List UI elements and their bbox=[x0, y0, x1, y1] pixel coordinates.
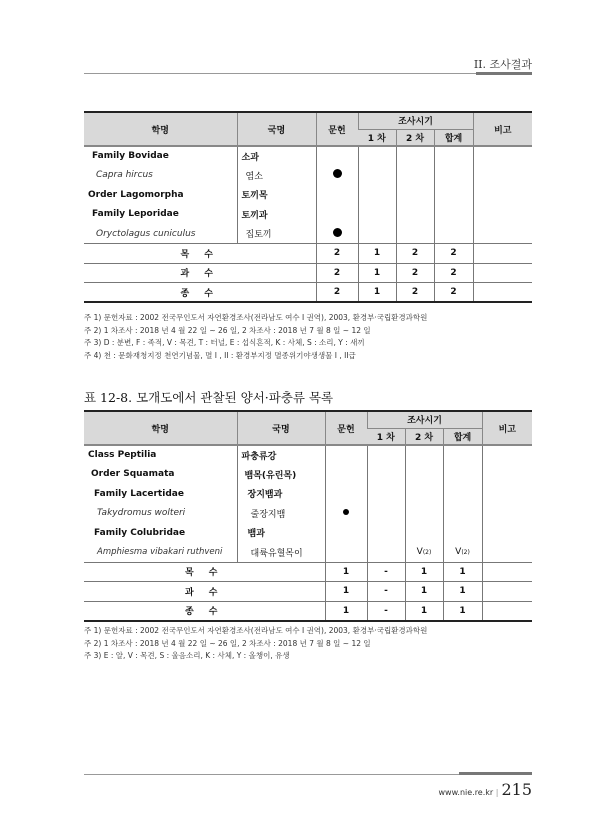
summary-row: 종 수 2 1 2 2 bbox=[84, 283, 532, 303]
table-row: Family Lacertidae 장지뱀과 bbox=[84, 484, 532, 504]
table-row: Family Bovidae 소과 bbox=[84, 146, 532, 166]
col-p1: 1 차 bbox=[367, 428, 405, 445]
col-kor: 국명 bbox=[237, 112, 316, 146]
summary-row: 목 수 1 - 1 1 bbox=[84, 562, 532, 582]
footer-accent-bar bbox=[459, 772, 532, 775]
col-lit: 문헌 bbox=[325, 411, 367, 445]
col-total: 합계 bbox=[443, 428, 482, 445]
footer-url[interactable]: www.nie.re.kr bbox=[438, 788, 494, 797]
header-rule bbox=[84, 73, 532, 74]
col-note: 비고 bbox=[482, 411, 532, 445]
literature-dot-icon bbox=[343, 509, 349, 515]
mammal-table bbox=[84, 111, 532, 303]
section-header: II. 조사결과 bbox=[473, 58, 532, 71]
table-row: Family Colubridae 뱀과 bbox=[84, 523, 532, 543]
literature-dot-icon bbox=[333, 169, 342, 178]
literature-dot-icon bbox=[333, 228, 342, 237]
footer: www.nie.re.kr | 215 bbox=[438, 780, 532, 799]
col-total: 합계 bbox=[434, 129, 473, 146]
col-note: 비고 bbox=[473, 112, 532, 146]
table-row: Capra hircus 염소 bbox=[84, 166, 532, 186]
table2-title: 표 12-8. 모개도에서 관찰된 양서·파충류 목록 bbox=[84, 390, 334, 405]
table-row: Class Peptilia 파충류강 bbox=[84, 445, 532, 465]
col-period: 조사시기 bbox=[367, 411, 482, 428]
table1-notes: 주 1) 문헌자료 : 2002 전국무인도서 자연환경조사(전라남도 여수 I 권역), 2003, 환경부·국립환경과학원 주 2) 1 차조사 : 2018 년 4 월 22 일 ~ 26 일, 2 차조사 : 2018 년 7 월 8 일 ~ 12 일 주 3) D : 분변, F : 족적, V : 목견, T : 터널, E : 섭식흔적, K : 사체, S : 소리, Y : 새끼 주 4) 천 : 문화재청지정 천연기념물, 멸 I , II : 환경부지정 멸종위기야생생물 I , II급 bbox=[84, 313, 428, 360]
summary-row: 과 수 2 1 2 2 bbox=[84, 263, 532, 283]
table-row: Oryctolagus cuniculus 집토끼 bbox=[84, 224, 532, 244]
col-p1: 1 차 bbox=[358, 129, 396, 146]
summary-row: 과 수 1 - 1 1 bbox=[84, 582, 532, 602]
header-accent-bar bbox=[476, 72, 532, 75]
col-lit: 문헌 bbox=[316, 112, 358, 146]
col-kor: 국명 bbox=[237, 411, 325, 445]
col-sci: 학명 bbox=[84, 411, 237, 445]
col-p2: 2 차 bbox=[405, 428, 443, 445]
table-row: Family Leporidae 토끼과 bbox=[84, 205, 532, 225]
table2-notes: 주 1) 문헌자료 : 2002 전국무인도서 자연환경조사(전라남도 여수 I 권역), 2003, 환경부·국립환경과학원 주 2) 1 차조사 : 2018 년 4 월 22 일 ~ 26 일, 2 차조사 : 2018 년 7 월 8 일 ~ 12 일 주 3) E : 알, V : 목견, S : 울음소리, K : 사체, Y : 올챙이, 유생 bbox=[84, 626, 428, 660]
table-row: Order Squamata 뱀목(유린목) bbox=[84, 465, 532, 485]
col-sci: 학명 bbox=[84, 112, 237, 146]
col-period: 조사시기 bbox=[358, 112, 473, 129]
col-p2: 2 차 bbox=[396, 129, 434, 146]
table-row: Takydromus wolteri 줄장지뱀 bbox=[84, 504, 532, 524]
reptile-table bbox=[84, 410, 532, 622]
summary-row: 종 수 1 - 1 1 bbox=[84, 601, 532, 621]
summary-row: 목 수 2 1 2 2 bbox=[84, 244, 532, 264]
table-row: Amphiesma vibakari ruthveni 대륙유혈목이 V(2) V(2) bbox=[84, 543, 532, 563]
table-row: Order Lagomorpha 토끼목 bbox=[84, 185, 532, 205]
page-number: 215 bbox=[501, 780, 532, 799]
